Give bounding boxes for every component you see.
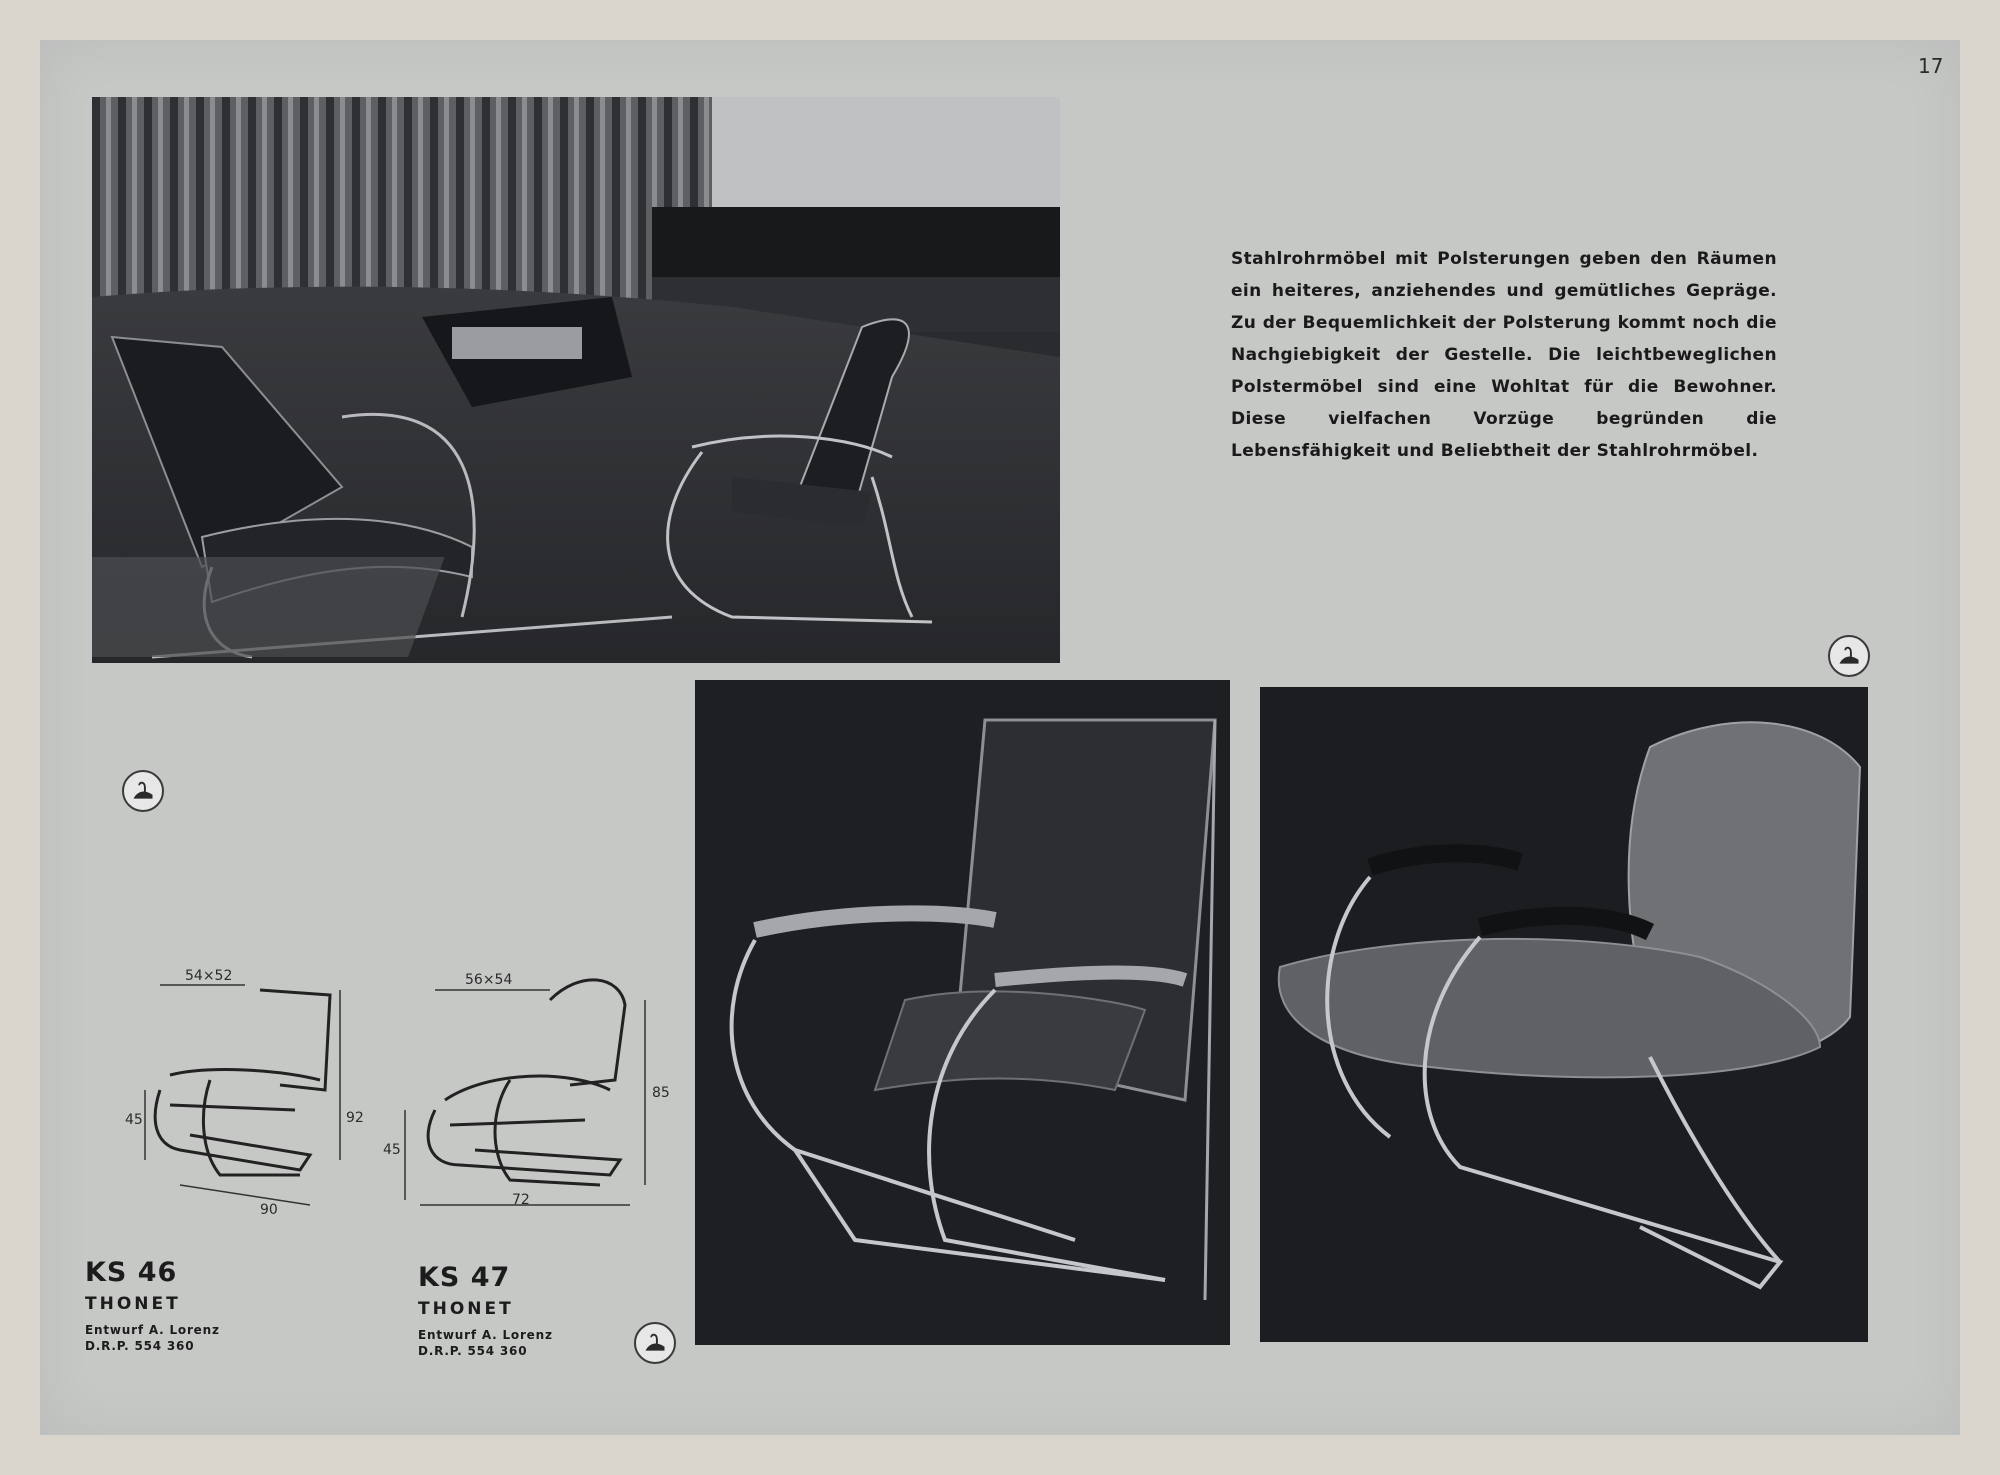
model-maker: THONET <box>85 1294 181 1314</box>
description-text: Stahlrohrmöbel mit Polsterungen geben den Räumen ein heiteres, anziehendes und gemütliches Gepräge. Zu der Bequemlichkeit der Polsterung kommt noch die Nachgiebigkeit der Gestelle. Die leichtbeweglichen Polstermöbel sind eine Wohltat für die Bewohner. Diese vielfachen Vorzüge begründen die Lebensfähigkeit und Beliebtheit der Stahlrohrmöbel. <box>1231 249 1777 461</box>
model-designer: Entwurf A. Lorenz <box>418 1328 553 1342</box>
ks47-top-dimension: 56×54 <box>465 972 513 988</box>
ks47-dimension-drawing <box>380 960 680 1220</box>
model-caption-ks46 <box>85 1257 220 1354</box>
ks46-back-height: 92 <box>346 1110 364 1126</box>
ks47-seat-height: 45 <box>383 1142 401 1158</box>
ks47-depth: 72 <box>512 1192 530 1208</box>
thonet-logo-icon <box>634 1322 676 1364</box>
model-caption-ks47 <box>418 1262 553 1359</box>
model-maker: THONET <box>418 1299 514 1319</box>
ks46-seat-height: 45 <box>125 1112 143 1128</box>
ks47-chair-photo <box>1260 687 1868 1342</box>
model-patent: D.R.P. 554 360 <box>85 1339 195 1353</box>
model-designer: Entwurf A. Lorenz <box>85 1323 220 1337</box>
model-number: KS 46 <box>85 1257 178 1288</box>
ks47-back-height: 85 <box>652 1085 670 1101</box>
ks46-depth: 90 <box>260 1202 278 1218</box>
page-number: 17 <box>1918 54 1944 78</box>
model-number: KS 47 <box>418 1262 511 1293</box>
catalog-page <box>40 40 1960 1435</box>
model-patent: D.R.P. 554 360 <box>418 1344 528 1358</box>
thonet-logo-icon <box>1828 635 1870 677</box>
ks46-dimension-drawing <box>100 960 380 1220</box>
ks46-top-dimension: 54×52 <box>185 968 233 984</box>
thonet-logo-icon <box>122 770 164 812</box>
room-photo <box>92 97 1060 663</box>
ks46-chair-photo <box>695 680 1230 1345</box>
